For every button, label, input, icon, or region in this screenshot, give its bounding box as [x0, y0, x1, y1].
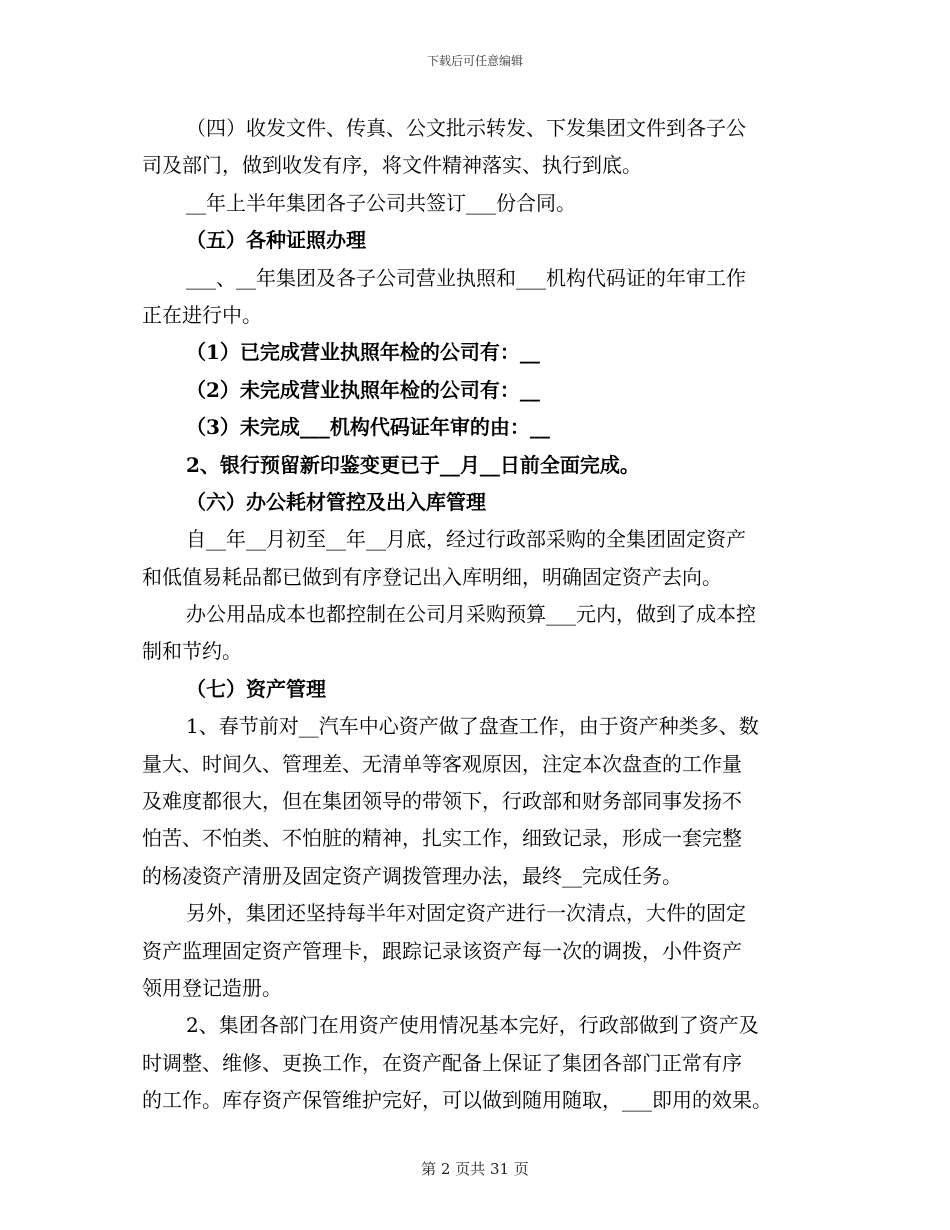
body-text-line: __年上半年集团各子公司共签订___份合同。: [186, 190, 576, 215]
page-footer: 第 2 页共 31 页: [421, 1160, 529, 1178]
body-text-line: 另外，集团还坚持每半年对固定资产进行一次清点，大件的固定: [186, 901, 746, 926]
body-text-line: 怕苦、不怕类、不怕脏的精神，扎实工作，细致记录，形成一套完整: [142, 826, 742, 851]
body-text-line: ___、__年集团及各子公司营业执照和___机构代码证的年审工作: [186, 265, 746, 290]
body-text-line: 的工作。库存资产保管维护完好，可以做到随用随取，___即用的效果。: [142, 1088, 772, 1113]
page-header: 下载后可任意编辑: [426, 54, 523, 68]
section-heading-line: （2）未完成营业执照年检的公司有：__: [186, 377, 540, 402]
section-heading-line: （3）未完成___机构代码证年审的由：__: [186, 415, 550, 440]
body-text-line: 时调整、维修、更换工作，在资产配备上保证了集团各部门正常有序: [142, 1050, 742, 1075]
document-body: [142, 110, 822, 1120]
body-text-line: 2、集团各部门在用资产使用情况基本完好，行政部做到了资产及: [186, 1013, 759, 1038]
section-heading-line: （1）已完成营业执照年检的公司有：__: [186, 340, 540, 365]
section-heading-line: （六）办公耗材管控及出入库管理: [186, 489, 486, 514]
body-text-line: （四）收发文件、传真、公文批示转发、下发集团文件到各子公: [186, 116, 746, 140]
section-heading-line: 2、银行预留新印鉴变更已于__月__日前全面完成。: [186, 452, 640, 477]
body-text-line: 自__年__月初至__年__月底，经过行政部采购的全集团固定资产: [186, 527, 746, 552]
body-text-line: 制和节约。: [142, 639, 242, 664]
body-text-line: 办公用品成本也都控制在公司月采购预算___元内，做到了成本控: [186, 602, 756, 627]
section-heading-line: （五）各种证照办理: [186, 228, 366, 253]
body-text-line: 领用登记造册。: [142, 975, 282, 1000]
section-heading-line: （七）资产管理: [186, 676, 326, 701]
body-text-line: 和低值易耗品都已做到有序登记出入库明细，明确固定资产去向。: [142, 564, 722, 589]
body-text-line: 1、春节前对__汽车中心资产做了盘查工作，由于资产种类多、数: [186, 714, 759, 739]
body-text-line: 资产监理固定资产管理卡，跟踪记录该资产每一次的调拨，小件资产: [142, 938, 742, 963]
body-text-line: 及难度都很大，但在集团领导的带领下，行政部和财务部同事发扬不: [142, 789, 742, 814]
body-text-line: 量大、时间久、管理差、无清单等客观原因，注定本次盘查的工作量: [142, 751, 742, 776]
body-text-line: 司及部门，做到收发有序，将文件精神落实、执行到底。: [142, 153, 642, 178]
body-text: [142, 110, 822, 1120]
body-text-line: 的杨凌资产清册及固定资产调拨管理办法，最终__完成任务。: [142, 863, 682, 888]
body-text-line: 正在进行中。: [142, 302, 262, 327]
